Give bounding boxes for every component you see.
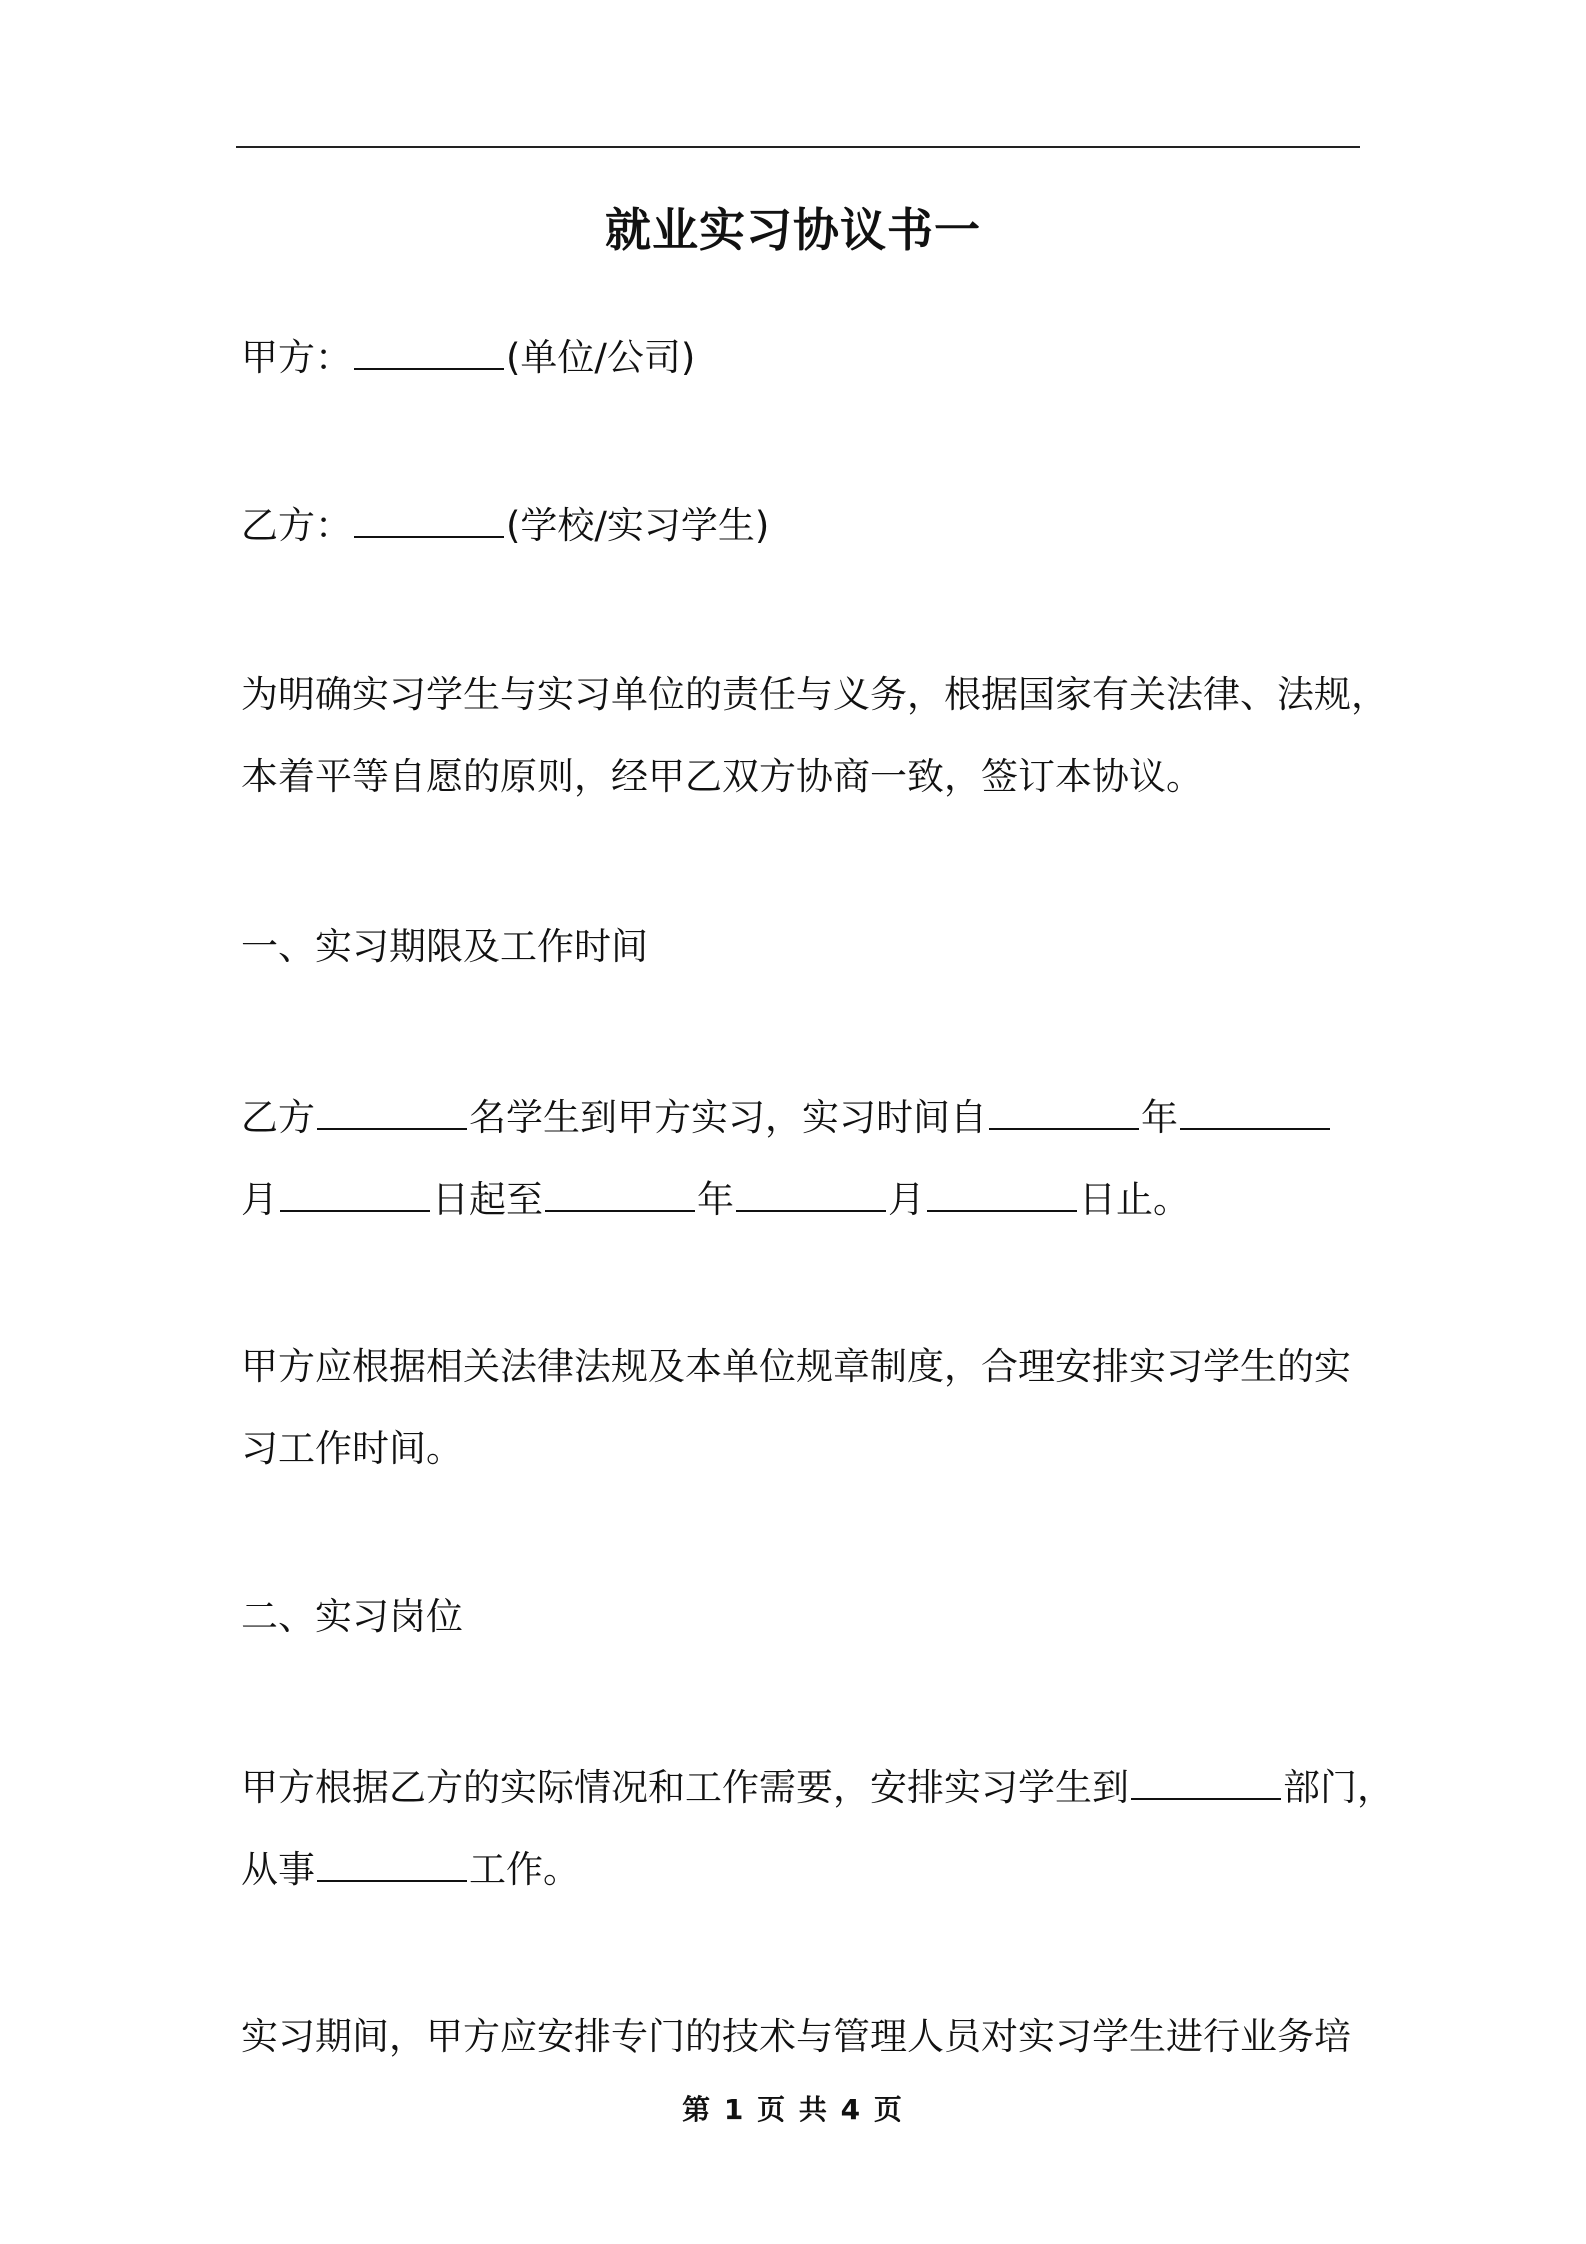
end-day-blank [927, 1174, 1077, 1212]
start-year-blank [989, 1092, 1139, 1130]
intro-line-1: 为明确实习学生与实习单位的责任与义务，根据国家有关法律、法规， [241, 673, 1388, 716]
end-year-blank [545, 1174, 695, 1212]
intro-line-2: 本着平等自愿的原则，经甲乙双方协商一致，签订本协议。 [241, 755, 1203, 798]
party-b-suffix: (学校/实习学生) [506, 504, 770, 547]
text-span: 年 [697, 1178, 734, 1221]
text-span: 日止。 [1079, 1178, 1190, 1221]
end-month-blank [736, 1174, 886, 1212]
document-title: 就业实习协议书一 [605, 203, 981, 257]
header-rule [236, 146, 1360, 148]
text-span: 工作。 [469, 1848, 580, 1891]
party-b-prefix: 乙方： [241, 504, 352, 547]
text-span: 月 [888, 1178, 925, 1221]
text-span: 乙方 [241, 1096, 315, 1139]
party-a-blank [354, 332, 504, 370]
text-span: 从事 [241, 1848, 315, 1891]
text-span: 月 [241, 1178, 278, 1221]
text-span: 年 [1141, 1096, 1178, 1139]
party-a-line [241, 332, 695, 383]
section-1-heading: 一、实习期限及工作时间 [241, 925, 648, 968]
text-span: 日起至 [432, 1178, 543, 1221]
job-blank [317, 1844, 467, 1882]
start-month-blank [1180, 1092, 1330, 1130]
section-1-p1-line-2 [241, 1174, 1190, 1225]
party-a-suffix: (单位/公司) [506, 336, 696, 379]
section-2-heading: 二、实习岗位 [241, 1595, 463, 1638]
party-a-prefix: 甲方： [241, 336, 352, 379]
section-2-p2-line-1: 实习期间，甲方应安排专门的技术与管理人员对实习学生进行业务培 [241, 2015, 1351, 2058]
page-footer: 第 1 页 共 4 页 [682, 2093, 904, 2126]
party-b-blank [354, 500, 504, 538]
section-2-p1-line-1 [241, 1762, 1394, 1813]
party-b-line [241, 500, 769, 551]
section-1-p2-line-2: 习工作时间。 [241, 1427, 463, 1470]
student-count-blank [317, 1092, 467, 1130]
start-day-blank [280, 1174, 430, 1212]
text-span: 部门， [1283, 1766, 1394, 1809]
text-span: 名学生到甲方实习，实习时间自 [469, 1096, 987, 1139]
department-blank [1131, 1762, 1281, 1800]
section-2-p1-line-2 [241, 1844, 580, 1895]
section-1-p2-line-1: 甲方应根据相关法律法规及本单位规章制度，合理安排实习学生的实 [241, 1345, 1351, 1388]
section-1-p1-line-1 [241, 1092, 1332, 1143]
text-span: 甲方根据乙方的实际情况和工作需要，安排实习学生到 [241, 1766, 1129, 1809]
